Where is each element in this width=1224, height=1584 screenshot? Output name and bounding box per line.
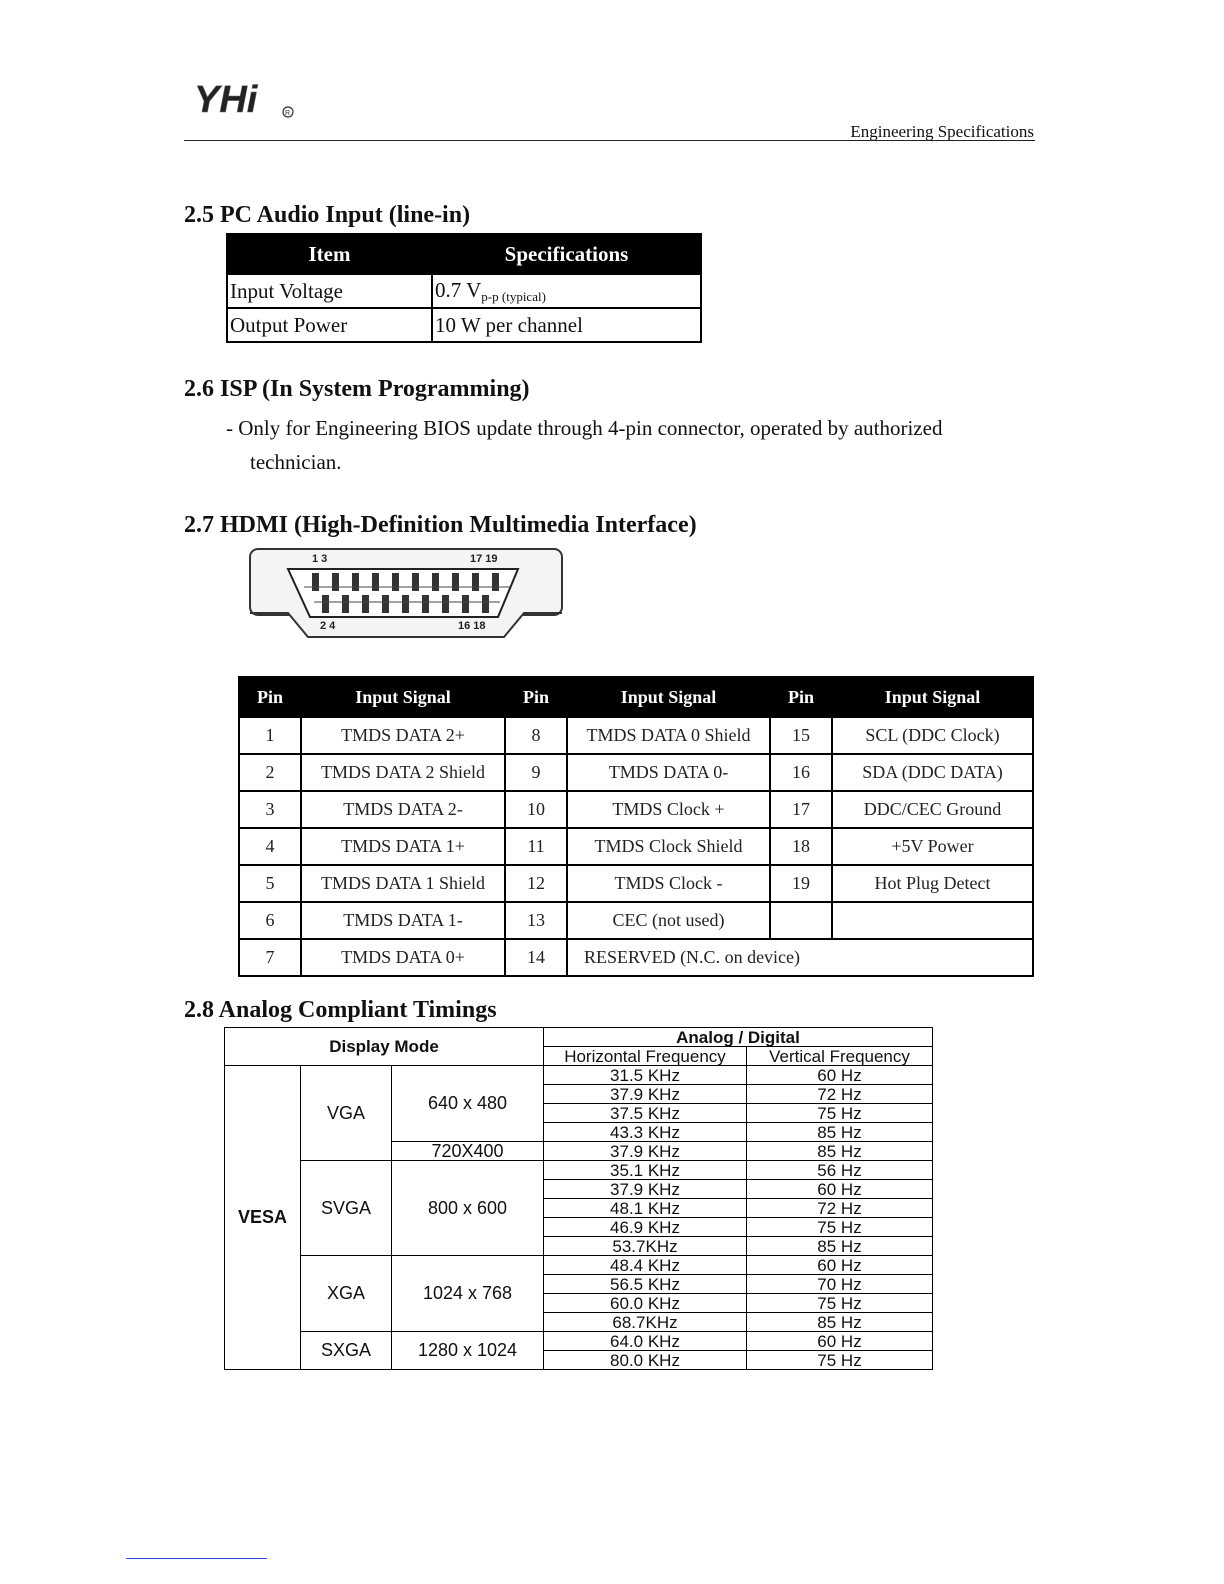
audio-item: Output Power: [227, 308, 432, 342]
analog-digital-header: Analog / Digital: [544, 1028, 933, 1047]
h-frequency: 31.5 KHz: [544, 1066, 747, 1085]
h-frequency: 60.0 KHz: [544, 1294, 747, 1313]
pin-number: [770, 902, 832, 939]
connector-pin: [442, 595, 449, 613]
col-input-signal: Input Signal: [567, 677, 770, 717]
table-row: [239, 791, 1033, 828]
table-row: [225, 1332, 933, 1351]
resolution: 720X400: [392, 1142, 544, 1161]
mode-name: SVGA: [301, 1161, 392, 1256]
svg-text:2 4: 2 4: [320, 620, 336, 632]
mode-name: VGA: [301, 1066, 392, 1161]
pin-number: 19: [770, 865, 832, 902]
connector-pin: [352, 573, 359, 591]
input-signal: DDC/CEC Ground: [832, 791, 1033, 828]
h-frequency: 80.0 KHz: [544, 1351, 747, 1370]
h-frequency: 64.0 KHz: [544, 1332, 747, 1351]
audio-spec: 0.7 $V_{p-p (typical)}$: [432, 274, 701, 308]
audio-item: Input Voltage: [227, 274, 432, 308]
pin-number: 2: [239, 754, 301, 791]
connector-pin: [322, 595, 329, 613]
pin-number: 12: [505, 865, 567, 902]
mode-name: SXGA: [301, 1332, 392, 1370]
h-frequency: 37.9 KHz: [544, 1142, 747, 1161]
h-frequency: 53.7KHz: [544, 1237, 747, 1256]
footnote-rule: [126, 1558, 267, 1559]
table-row: [239, 902, 1033, 939]
h-frequency: 37.9 KHz: [544, 1180, 747, 1199]
h-freq-header: Horizontal Frequency: [544, 1047, 747, 1066]
table-row: [225, 1066, 933, 1085]
isp-heading: 2.6 ISP (In System Programming): [184, 376, 530, 402]
pin-number: 9: [505, 754, 567, 791]
hdmi-heading: 2.7 HDMI (High-Definition Multimedia Interface): [184, 512, 697, 538]
audio-spec: 10 W per channel: [432, 308, 701, 342]
connector-pin: [492, 573, 499, 591]
input-signal: TMDS DATA 0 Shield: [567, 717, 770, 754]
connector-pin: [482, 595, 489, 613]
pin-number: 14: [505, 939, 567, 976]
pin-number: 10: [505, 791, 567, 828]
table-row: [239, 939, 1033, 976]
v-frequency: 85 Hz: [747, 1142, 933, 1161]
input-signal: TMDS DATA 1+: [301, 828, 505, 865]
svg-text:17 19: 17 19: [470, 553, 498, 565]
connector-pin: [372, 573, 379, 591]
svg-text:R: R: [285, 110, 291, 117]
connector-pin: [342, 595, 349, 613]
pin-number: 5: [239, 865, 301, 902]
resolution: 800 x 600: [392, 1161, 544, 1256]
h-frequency: 48.1 KHz: [544, 1199, 747, 1218]
connector-pin: [362, 595, 369, 613]
v-frequency: 75 Hz: [747, 1294, 933, 1313]
audio-col-spec: Specifications: [432, 234, 701, 274]
connector-pin: [332, 573, 339, 591]
h-frequency: 37.5 KHz: [544, 1104, 747, 1123]
pin-number: 7: [239, 939, 301, 976]
pin-number: 4: [239, 828, 301, 865]
input-signal: +5V Power: [832, 828, 1033, 865]
pin-number: 15: [770, 717, 832, 754]
connector-pin: [472, 573, 479, 591]
pin-number: 13: [505, 902, 567, 939]
svg-text:1 3: 1 3: [312, 553, 328, 565]
display-mode-header: Display Mode: [225, 1028, 544, 1066]
connector-pin: [432, 573, 439, 591]
input-signal: TMDS DATA 2-: [301, 791, 505, 828]
timings-heading: 2.8 Analog Compliant Timings: [184, 997, 497, 1023]
connector-pin: [382, 595, 389, 613]
audio-row: [227, 274, 701, 308]
connector-pin: [412, 573, 419, 591]
svg-text:YHi: YHi: [194, 79, 258, 121]
h-frequency: 37.9 KHz: [544, 1085, 747, 1104]
v-frequency: 60 Hz: [747, 1256, 933, 1275]
isp-description: - Only for Engineering BIOS update through 4-pin connector, operated by authorized technician.: [226, 416, 943, 474]
input-signal: TMDS Clock -: [567, 865, 770, 902]
col-pin: Pin: [239, 677, 301, 717]
col-input-signal: Input Signal: [301, 677, 505, 717]
timings-table: [224, 1027, 933, 1370]
input-signal: RESERVED (N.C. on device): [567, 939, 1033, 976]
input-signal: SDA (DDC DATA): [832, 754, 1033, 791]
connector-pin: [312, 573, 319, 591]
h-frequency: 35.1 KHz: [544, 1161, 747, 1180]
input-signal: TMDS Clock +: [567, 791, 770, 828]
h-frequency: 56.5 KHz: [544, 1275, 747, 1294]
connector-pin: [392, 573, 399, 591]
hdmi-connector-diagram: [248, 547, 564, 641]
connector-pin: [422, 595, 429, 613]
v-frequency: 85 Hz: [747, 1313, 933, 1332]
mode-name: XGA: [301, 1256, 392, 1332]
h-frequency: 46.9 KHz: [544, 1218, 747, 1237]
col-input-signal: Input Signal: [832, 677, 1033, 717]
v-frequency: 70 Hz: [747, 1275, 933, 1294]
svg-text:16 18: 16 18: [458, 620, 486, 632]
v-frequency: 60 Hz: [747, 1180, 933, 1199]
v-frequency: 75 Hz: [747, 1218, 933, 1237]
v-frequency: 75 Hz: [747, 1104, 933, 1123]
connector-pin: [402, 595, 409, 613]
table-row: [225, 1256, 933, 1275]
connector-pin: [452, 573, 459, 591]
v-frequency: 75 Hz: [747, 1351, 933, 1370]
col-pin: Pin: [505, 677, 567, 717]
v-frequency: 72 Hz: [747, 1085, 933, 1104]
input-signal: TMDS DATA 0-: [567, 754, 770, 791]
company-logo: [186, 74, 306, 124]
input-signal: SCL (DDC Clock): [832, 717, 1033, 754]
v-frequency: 60 Hz: [747, 1066, 933, 1085]
input-signal: TMDS DATA 1 Shield: [301, 865, 505, 902]
input-signal: TMDS DATA 0+: [301, 939, 505, 976]
table-row: [239, 754, 1033, 791]
h-frequency: 43.3 KHz: [544, 1123, 747, 1142]
table-row: [239, 717, 1033, 754]
input-signal: TMDS DATA 1-: [301, 902, 505, 939]
hdmi-pin-table: [238, 676, 1034, 977]
input-signal: TMDS Clock Shield: [567, 828, 770, 865]
table-row: [239, 865, 1033, 902]
standard-cell: VESA: [225, 1066, 301, 1370]
v-frequency: 56 Hz: [747, 1161, 933, 1180]
input-signal: CEC (not used): [567, 902, 770, 939]
col-pin: Pin: [770, 677, 832, 717]
audio-row: [227, 308, 701, 342]
audio-heading: 2.5 PC Audio Input (line-in): [184, 202, 471, 228]
pin-number: 8: [505, 717, 567, 754]
input-signal: TMDS DATA 2+: [301, 717, 505, 754]
header-rule: [184, 140, 1035, 141]
header-title: Engineering Specifications: [850, 122, 1034, 141]
pin-number: 16: [770, 754, 832, 791]
input-signal: Hot Plug Detect: [832, 865, 1033, 902]
audio-col-item: Item: [227, 234, 432, 274]
resolution: 640 x 480: [392, 1066, 544, 1142]
pin-number: 11: [505, 828, 567, 865]
pin-number: 18: [770, 828, 832, 865]
v-frequency: 60 Hz: [747, 1332, 933, 1351]
table-row: [239, 828, 1033, 865]
input-signal: TMDS DATA 2 Shield: [301, 754, 505, 791]
pin-number: 1: [239, 717, 301, 754]
connector-pin: [462, 595, 469, 613]
audio-spec-table: [226, 233, 702, 343]
h-frequency: 68.7KHz: [544, 1313, 747, 1332]
resolution: 1280 x 1024: [392, 1332, 544, 1370]
h-frequency: 48.4 KHz: [544, 1256, 747, 1275]
table-row: [225, 1161, 933, 1180]
input-signal: [832, 902, 1033, 939]
v-frequency: 85 Hz: [747, 1123, 933, 1142]
v-frequency: 72 Hz: [747, 1199, 933, 1218]
pin-number: 3: [239, 791, 301, 828]
pin-number: 17: [770, 791, 832, 828]
v-frequency: 85 Hz: [747, 1237, 933, 1256]
pin-number: 6: [239, 902, 301, 939]
v-freq-header: Vertical Frequency: [747, 1047, 933, 1066]
resolution: 1024 x 768: [392, 1256, 544, 1332]
